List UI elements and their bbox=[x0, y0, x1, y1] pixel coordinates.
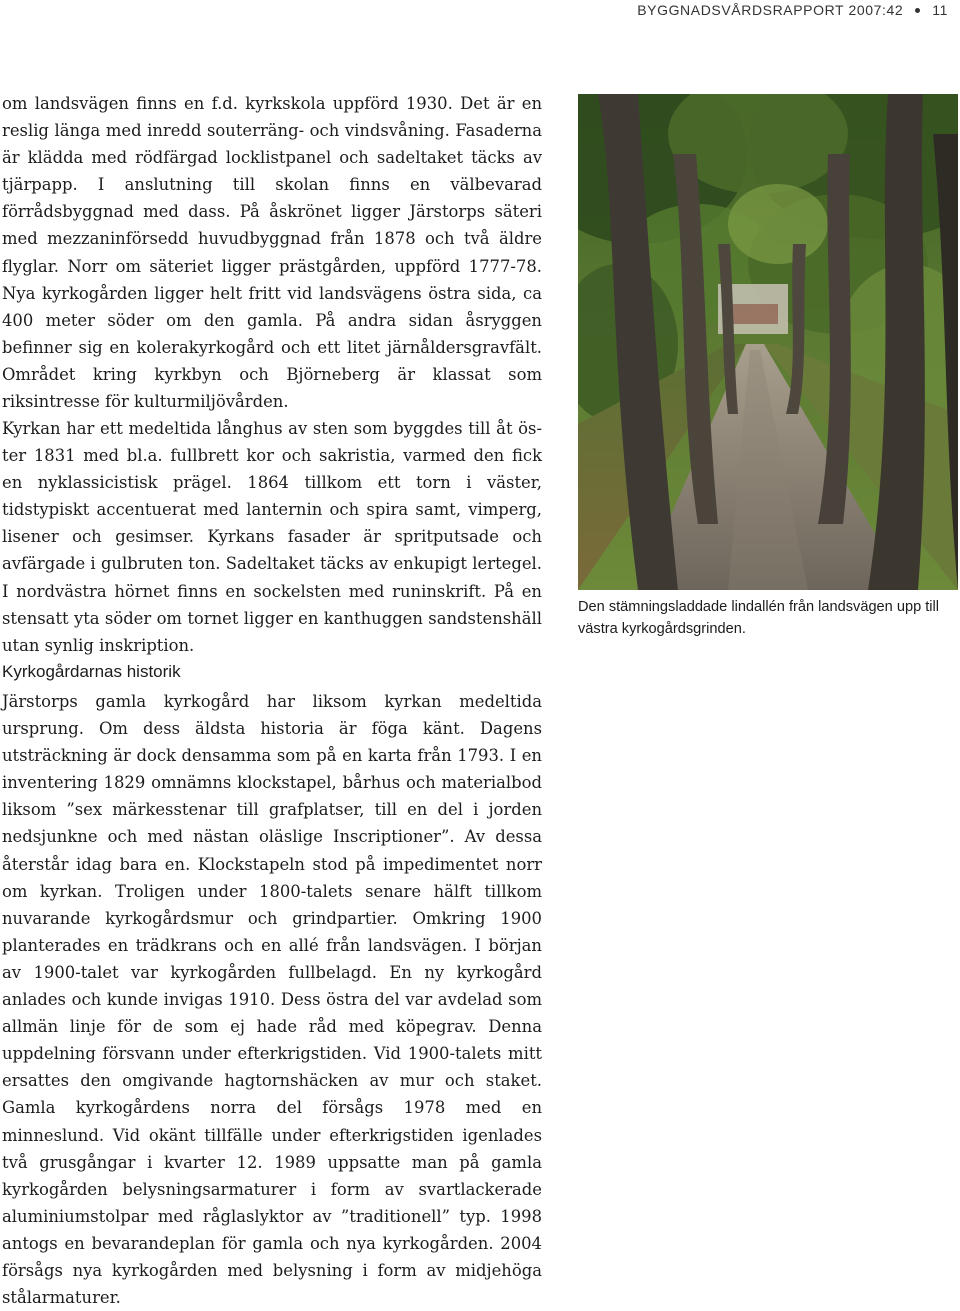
paragraph-landscape: om landsvägen finns en f.d. kyrkskola uppförd 1930. Det är en reslig länga med inredd souterräng- och vindsvåning. Fasaderna är klädda med rödfärgad locklistpanel och sadeltaket täcks av tjärpapp. I anslutning till skolan finns en välbevarad förrådsbyggnad med dass. På åskrönet ligger Järstorps säteri med mezzaninförsedd huvudbyggnad från 1878 och två äldre flyglar. Norr om säteriet ligger prästgården, uppförd 1777-78. Nya kyrkogården ligger helt fritt vid landsvägens östra sida, ca 400 meter söder om den gamla. På andra sidan åsryggen befinner sig en kolerakyrkogård och ett litet järnåldersgravfält. Området kring kyrkbyn och Björneberg är klassat som riksintresse för kulturmiljövården. bbox=[2, 94, 542, 412]
paragraph-church: Kyrkan har ett medeltida långhus av sten som byggdes till åt öster 1831 med bl.a. fullbrett kor och sakristia, varmed den fick en nyklassicistisk prägel. 1864 tillkom ett torn i väster, tidstypiskt accentuerat med lanternin och spira samt, vimperg, lisener och gesimser. Kyrkans fasader är spritputsade och avfärgade i gulbruten ton. Sadeltaket täcks av enkupigt lertegel. I nordvästra hörnet finns en sockelsten med runinskrift. På en stensatt yta söder om tornet ligger en kanthuggen sandstenshäll utan synlig inskription. bbox=[2, 419, 542, 655]
page-number: 11 bbox=[932, 2, 948, 18]
photo-linden-avenue bbox=[578, 94, 958, 590]
bullet-separator-icon bbox=[915, 8, 920, 13]
photo-caption: Den stämningsladdade lindallén från landsvägen upp till västra kyrkogårdsgrinden. bbox=[578, 599, 940, 637]
paragraph-cemetery-history: Järstorps gamla kyrkogård har liksom kyrkan medeltida ursprung. Om dess äldsta historia är föga känt. Dagens utsträckning är dock densamma som på en karta från 1793. I en inventering 1829 omnämns klockstapel, bårhus och materialbod liksom ”sex märkesstenar till grafplatser, till en del i jorden nedsjunkne och med nästan oläslige Inscriptioner”. Av dessa återstår idag bara en. Klockstapeln stod på impedimentet norr om kyrkan. Troligen under 1800-talets senare hälft tillkom nuvarande kyrkogårdsmur och grindpartier. Omkring 1900 planterades en trädkrans och en allé från landsvägen. I början av 1900-talet var kyrkogården fullbelagd. En ny kyrkogård anlades och kunde invigas 1910. Dess östra del var avdelad som allmän linje för de som ej hade råd med köpegrav. Denna uppdelning försvann under efterkrigstiden. Vid 1900-talets mitt ersattes den omgivande hagtornshäcken av mur och staket. Gamla kyrkogårdens norra del försågs 1978 med en minneslund. Vid okänt tillfälle under efterkrigstiden igenlades två grusgångar i kvarter 12. 1989 uppsatte man på gamla kyrkogården belysningsarmaturer i form av svartlackerade aluminiumstolpar med råglaslyktor av ”traditionell” typ. 1998 antogs en bevarandeplan för gamla och nya kyrkogården. 2004 försågs nya kyrkogården med belysning i form av midjehöga stålarmaturer. bbox=[2, 692, 542, 1308]
page-header bbox=[637, 0, 948, 20]
linden-avenue-illustration bbox=[578, 94, 958, 590]
section-heading: Kyrkogårdarnas historik bbox=[2, 662, 181, 681]
running-title: BYGGNADSVÅRDSRAPPORT 2007:42 bbox=[637, 2, 904, 18]
